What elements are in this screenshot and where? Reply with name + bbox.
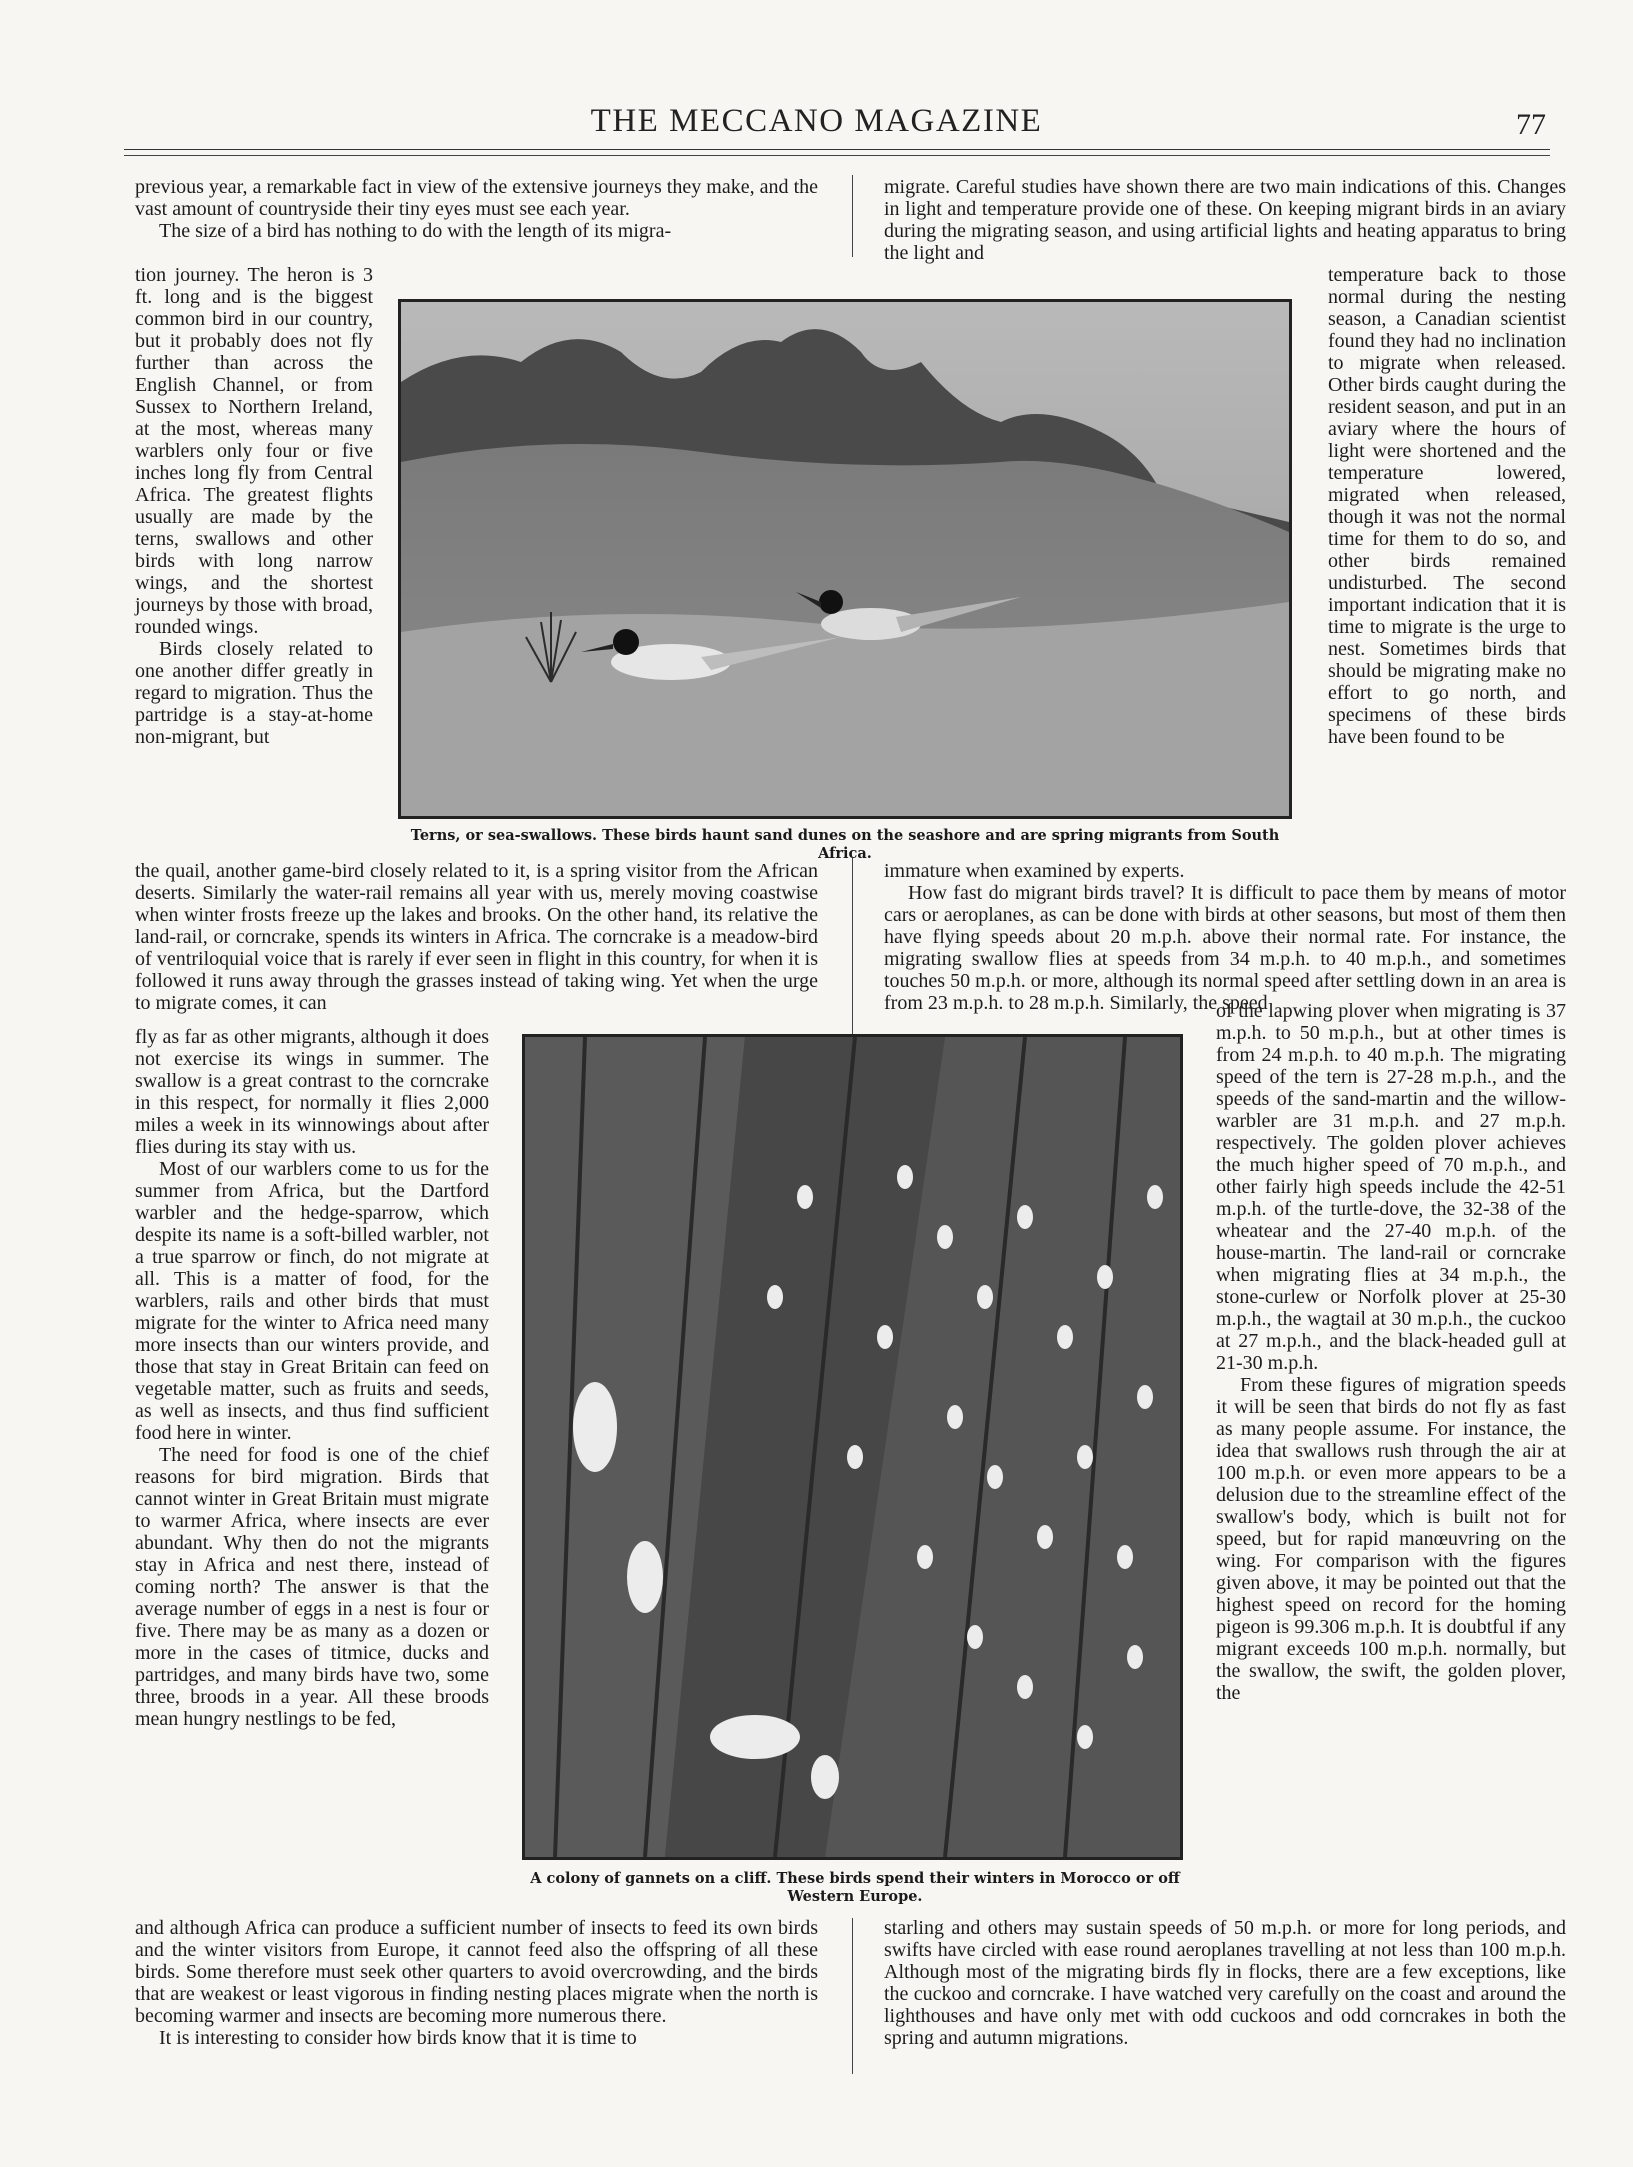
column-divider-bottom — [852, 1918, 853, 2074]
paragraph: tion journey. The heron is 3 ft. long and is the biggest common bird in our country, but it probably does not fly further than across the English Channel, or from Sussex to Northern Ireland, at the most, whereas many warblers only four or five inches long fly from Central Africa. The greatest flights usually are made by the terns, swallows and other birds with long narrow wings, and the shortest journeys by those with broad, rounded wings. — [135, 264, 373, 638]
paragraph: immature when examined by experts. — [884, 860, 1185, 882]
terns-photo — [398, 299, 1292, 819]
paragraph: The size of a bird has nothing to do with the length of its migra- — [159, 220, 672, 242]
paragraph: How fast do migrant birds travel? It is difficult to pace them by means of motor cars or aeroplanes, as can be done with birds at other seasons, but most of them then have flying speeds about 20 m.p.h. above their normal rate. For instance, the migrating swallow flies at speeds from 34 m.p.h. to 40 m.p.h., and sometimes touches 50 m.p.h. or more, although its normal speed after settling down in an area is from 23 m.p.h. to 28 m.p.h. Similarly, the speed — [884, 882, 1566, 1014]
right-top-text — [884, 176, 1566, 264]
paragraph: the quail, another game-bird closely related to it, is a spring visitor from the African deserts. Similarly the water-rail remains all year with us, merely moving coastwise when winter frosts freeze up the lakes and brooks. On the other hand, its relative the land-rail, or corncrake, spends its winters in Africa. The corncrake is a meadow-bird of ventriloquial voice that is rarely if ever seen in flight in this country, for when it is followed it runs away through the grasses instead of taking wing. Yet when the urge to migrate comes, it can — [135, 860, 818, 1014]
header-rule-thin — [124, 155, 1550, 156]
left-narrow-text — [135, 264, 373, 748]
header-rule — [124, 149, 1550, 150]
paragraph: and although Africa can produce a sufficient number of insects to feed its own birds and the winter visitors from Europe, it cannot feed also the offspring of all these birds. Some therefore must seek other quarters to avoid overcrowding, and the birds that are weakest or least vigorous in finding nesting places migrate when the north is becoming warmer and insects are becoming more numerous there. — [135, 1917, 818, 2027]
paragraph: Birds closely related to one another differ greatly in regard to migration. Thus the partridge is a stay-at-home non-migrant, but — [135, 638, 373, 748]
right-narrow2-text — [1216, 1000, 1566, 1704]
gannets-caption: A colony of gannets on a cliff. These birds spend their winters in Morocco or off Western Europe. — [530, 1870, 1180, 1905]
paragraph: Most of our warblers come to us for the summer from Africa, but the Dartford warbler and the hedge-sparrow, which despite its name is a soft-billed warbler, not a true sparrow or finch, do not migrate at all. This is a matter of food, for the warblers, rails and other birds that must migrate for the winter to Africa need many more insects than our winters provide, and those that stay in Great Britain can feed on vegetable matter, such as fruits and seeds, as well as insects, and thus find sufficient food here in winter. — [135, 1158, 489, 1444]
left-top-text — [135, 176, 818, 242]
right-mid-text — [884, 860, 1566, 1014]
paragraph: of the lapwing plover when migrating is 37 m.p.h. to 50 m.p.h., but at other times is from 24 m.p.h. to 40 m.p.h. The migrating speed of the tern is 27-28 m.p.h., and the speeds of the sand-martin and the willow-warbler are 31 m.p.h. and 27 m.p.h. respectively. The golden plover achieves the much higher speed of 70 m.p.h., and other fairly high speeds include the 42-51 m.p.h. of the turtle-dove, the 32-38 of the wheatear and the 27-40 m.p.h. of the house-martin. The land-rail or corncrake when migrating flies at 34 m.p.h., the stone-curlew or Norfolk plover at 25-30 m.p.h., the wagtail at 30 m.p.h., the cuckoo at 27 m.p.h., and the black-headed gull at 21-30 m.p.h. — [1216, 1000, 1566, 1374]
left-wide-text — [135, 860, 818, 1014]
column-divider-top — [852, 175, 853, 257]
column-divider-middle — [852, 858, 853, 1038]
right-bottom-text — [884, 1917, 1566, 2049]
paragraph: starling and others may sustain speeds of 50 m.p.h. or more for long periods, and swifts have circled with ease round aeroplanes travelling at not less than 100 m.p.h. Although most of the migrating birds fly in flocks, there are a few exceptions, like the cuckoo and corncrake. I have watched very carefully on the coast and around the lighthouses and have only met with odd cuckoos and odd corncrakes in both the spring and autumn migrations. — [884, 1917, 1566, 2049]
gannets-photo — [522, 1034, 1183, 1860]
right-narrow-text — [1328, 264, 1566, 748]
paragraph: The need for food is one of the chief reasons for bird migration. Birds that cannot winter in Great Britain must migrate to warmer Africa, where insects are ever abundant. Why then do not the migrants stay in Africa and nest there, instead of coming north? The answer is that the average number of eggs in a nest is four or five. There may be as many as a dozen or more in the cases of titmice, ducks and partridges, and many birds have two, some three, broods in a year. All these broods mean hungry nestlings to be fed, — [135, 1444, 489, 1730]
page-number: 77 — [1516, 108, 1546, 141]
magazine-title: THE MECCANO MAGAZINE — [590, 103, 1043, 139]
paragraph: temperature back to those normal during the nesting season, a Canadian scientist found they had no inclination to migrate when released. Other birds caught during the resident season, and put in an aviary where the hours of light were shortened and the temperature lowered, migrated when released, though it was not the normal time for them to do so, and other birds remained undisturbed. The second important indication that it is time to migrate is the urge to nest. Sometimes birds that should be migrating make no effort to go north, and specimens of these birds have been found to be — [1328, 264, 1566, 748]
left-bottom-text — [135, 1917, 818, 2049]
paragraph: It is interesting to consider how birds know that it is time to — [159, 2027, 637, 2049]
terns-image — [401, 302, 1289, 816]
terns-caption: Terns, or sea-swallows. These birds haunt sand dunes on the seashore and are spring migrants from South Africa. — [410, 827, 1280, 862]
paragraph: From these figures of migration speeds it will be seen that birds do not fly as fast as many people assume. For instance, the idea that swallows rush through the air at 100 m.p.h. or even more appears to be a delusion due to the streamline effect of the swallow's body, which is built not for speed, but for rapid manœuvring on the wing. For comparison with the figures given above, it may be pointed out that the highest speed on record for the homing pigeon is 99.306 m.p.h. It is doubtful if any migrant exceeds 100 m.p.h. normally, but the swallow, the swift, the golden plover, the — [1216, 1374, 1566, 1704]
paragraph: migrate. Careful studies have shown there are two main indications of this. Changes in light and temperature provide one of these. On keeping migrant birds in an aviary during the migrating season, and using artificial lights and heating apparatus to bring the light and — [884, 176, 1566, 264]
paragraph: fly as far as other migrants, although it does not exercise its wings in summer. The swallow is a great contrast to the corncrake in this respect, for normally it flies 2,000 miles a week in its winnowings about after flies during its stay with us. — [135, 1026, 489, 1158]
paragraph: previous year, a remarkable fact in view of the extensive journeys they make, and the vast amount of countryside their tiny eyes must see each year. — [135, 176, 818, 220]
gannets-image — [525, 1037, 1180, 1857]
left-lower-text — [135, 1026, 489, 1730]
